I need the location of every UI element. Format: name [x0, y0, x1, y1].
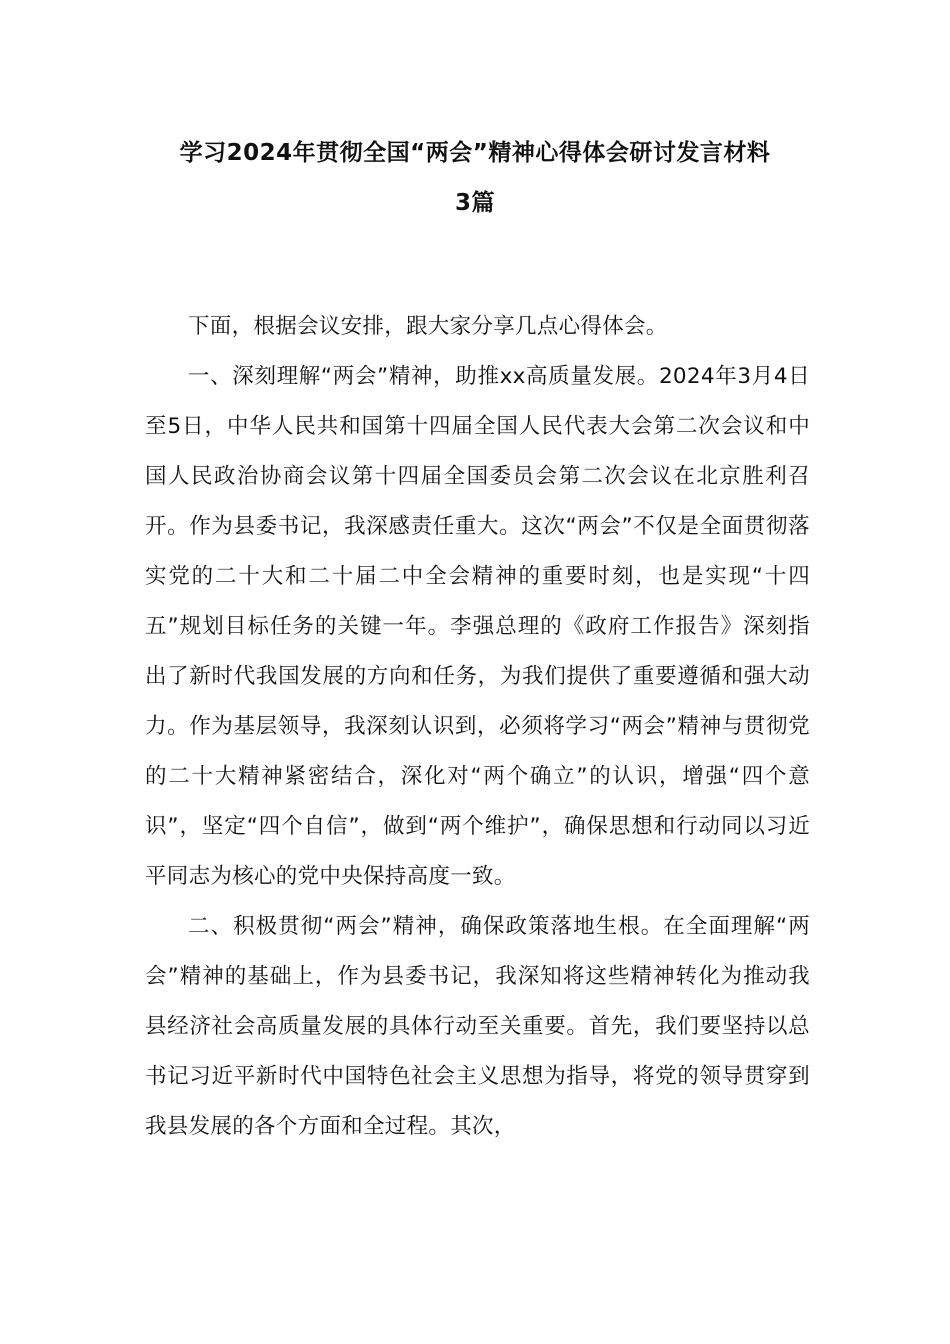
- title-line-1: 学习2024年贯彻全国“两会”精神心得体会研讨发言材料: [179, 140, 771, 166]
- title-line-2: 3篇: [454, 190, 495, 216]
- document-body: [145, 302, 810, 1152]
- document-title: [120, 128, 830, 228]
- paragraph-intro: 下面，根据会议安排，跟大家分享几点心得体会。: [188, 314, 668, 339]
- paragraph-section-1: 一、深刻理解“两会”精神，助推xx高质量发展。2024年3月4日至5日，中华人民共和国第十四届全国人民代表大会第二次会议和中国人民政治协商会议第十四届全国委员会第二次会议在北京胜利召开。作为县委书记，我深感责任重大。这次“两会”不仅是全面贯彻落实党的二十大和二十届二中全会精神的重要时刻，也是实现“十四五”规划目标任务的关键一年。李强总理的《政府工作报告》深刻指出了新时代我国发展的方向和任务，为我们提供了重要遵循和强大动力。作为基层领导，我深刻认识到，必须将学习“两会”精神与贯彻党的二十大精神紧密结合，深化对“两个确立”的认识，增强“四个意识”，坚定“四个自信”，做到“两个维护”，确保思想和行动同以习近平同志为核心的党中央保持高度一致。: [145, 364, 810, 889]
- paragraph-section-2: 二、积极贯彻“两会”精神，确保政策落地生根。在全面理解“两会”精神的基础上，作为县委书记，我深知将这些精神转化为推动我县经济社会高质量发展的具体行动至关重要。首先，我们要坚持以总书记习近平新时代中国特色社会主义思想为指导，将党的领导贯穿到我县发展的各个方面和全过程。其次，: [145, 914, 810, 1139]
